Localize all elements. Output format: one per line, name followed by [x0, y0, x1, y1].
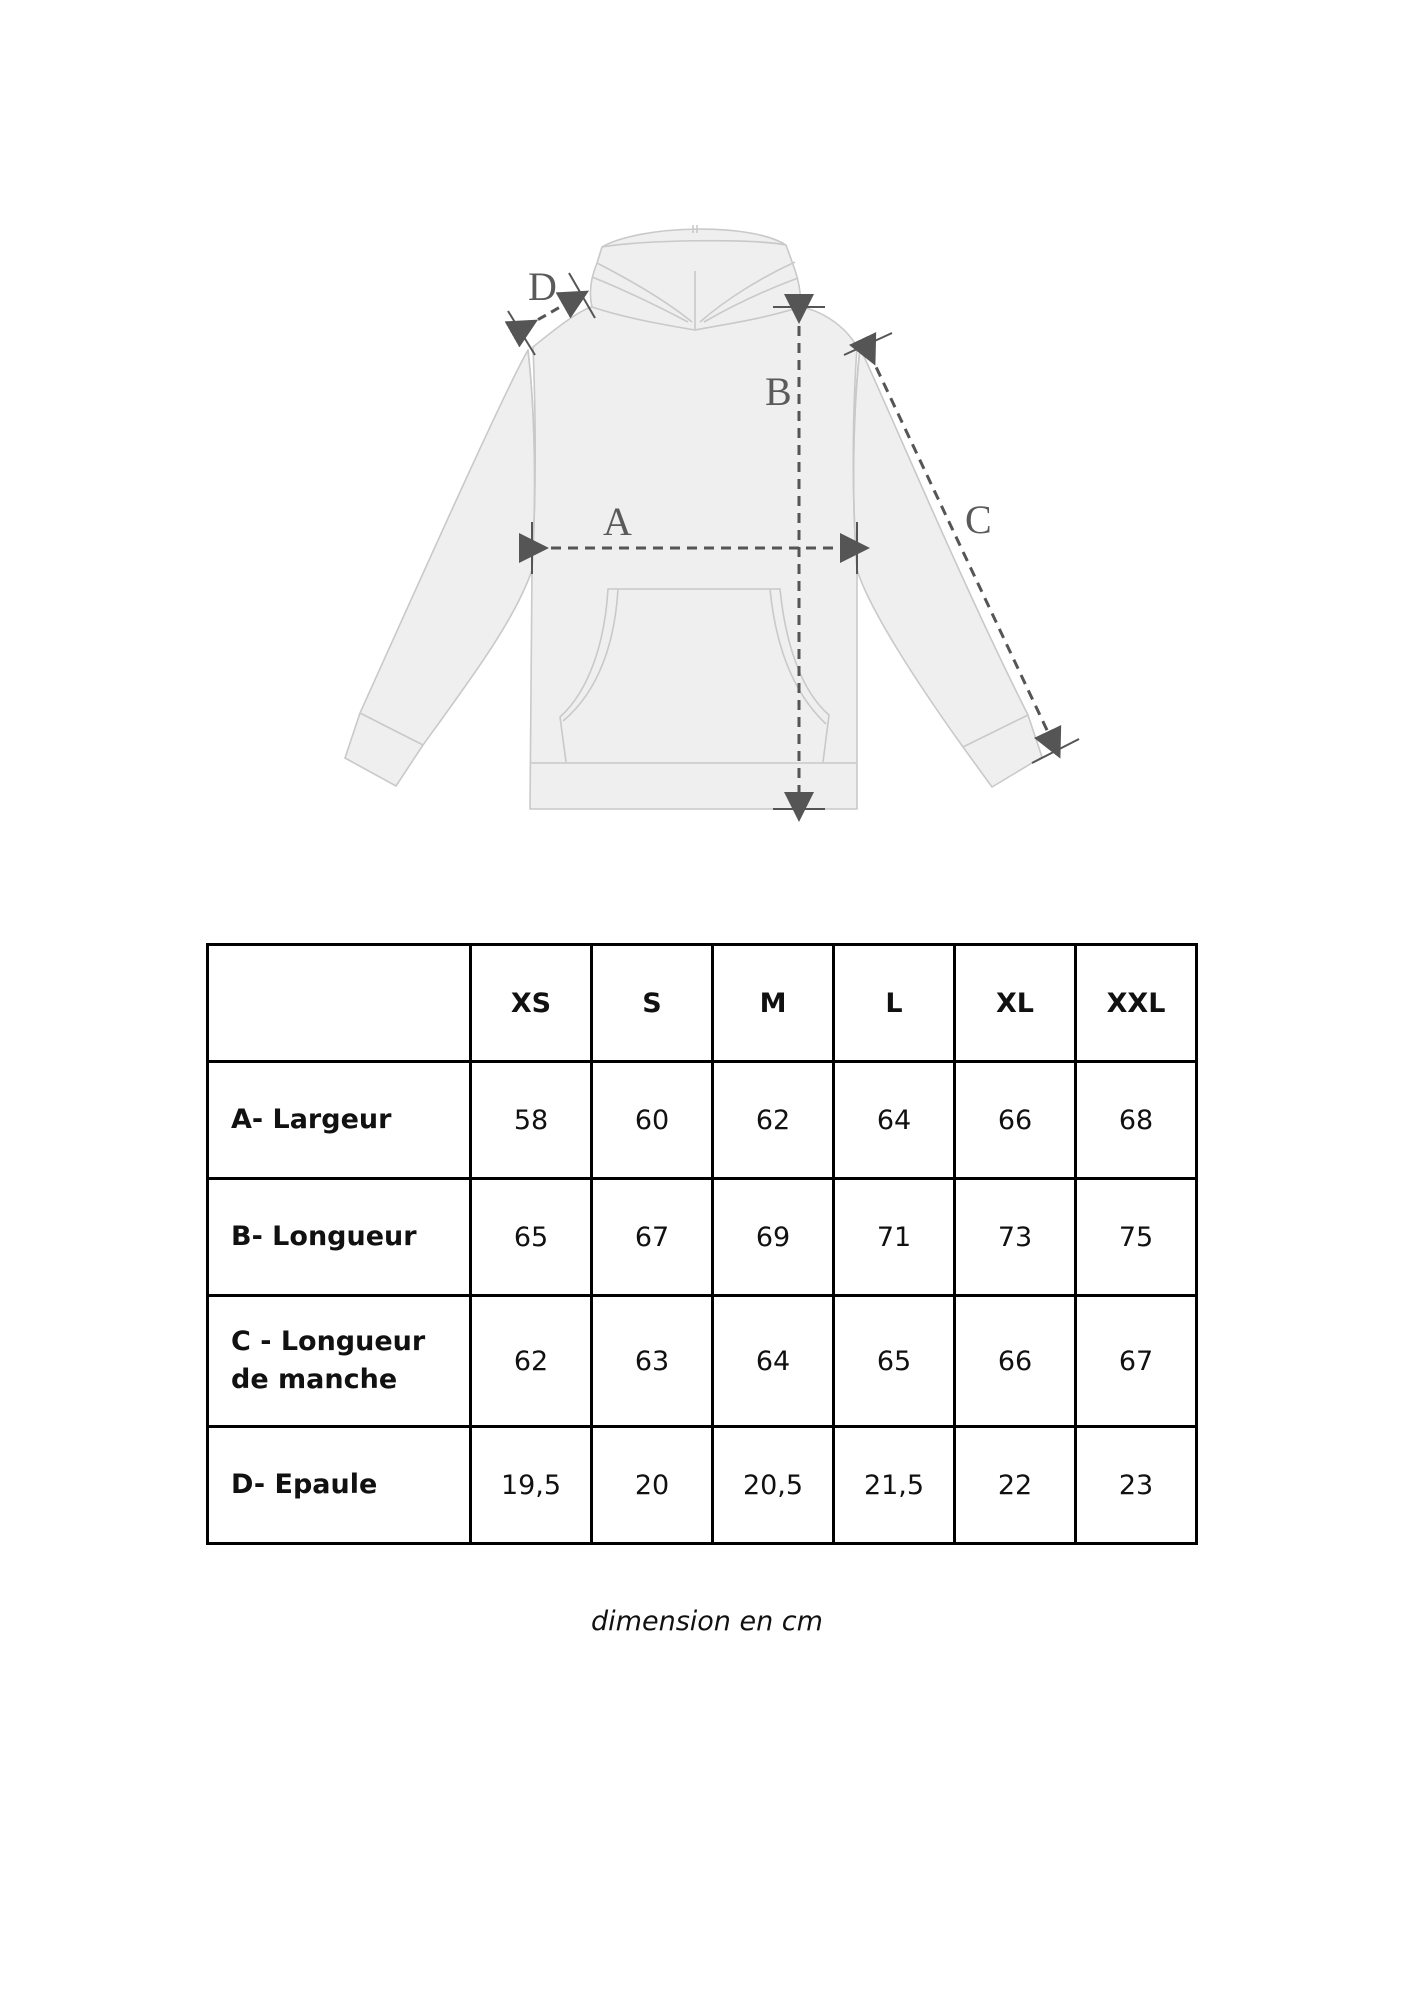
- size-header-m: M: [713, 945, 834, 1062]
- table-cell: 63: [592, 1296, 713, 1427]
- table-cell: 71: [834, 1179, 955, 1296]
- label-a: A: [603, 499, 632, 544]
- table-cell: 68: [1076, 1062, 1197, 1179]
- table-cell: 66: [955, 1062, 1076, 1179]
- table-cell: 19,5: [471, 1427, 592, 1544]
- table-cell: 69: [713, 1179, 834, 1296]
- table-row-epaule: [208, 1427, 1197, 1544]
- table-cell: 65: [834, 1296, 955, 1427]
- table-cell: 20: [592, 1427, 713, 1544]
- row-label-line2: de manche: [231, 1364, 398, 1395]
- corner-cell: [208, 945, 471, 1062]
- label-d: D: [528, 264, 557, 309]
- body: [530, 307, 857, 809]
- table-cell: 75: [1076, 1179, 1197, 1296]
- hoodie-measurement-diagram: [0, 0, 1414, 860]
- table-header-row: [208, 945, 1197, 1062]
- label-c: C: [965, 497, 992, 542]
- table-cell: 67: [1076, 1296, 1197, 1427]
- table-cell: 67: [592, 1179, 713, 1296]
- table-cell: 64: [834, 1062, 955, 1179]
- table-cell: 58: [471, 1062, 592, 1179]
- row-label: B- Longueur: [208, 1179, 471, 1296]
- size-header-xxl: XXL: [1076, 945, 1197, 1062]
- size-chart-table: [206, 943, 1198, 1545]
- hoodie-illustration: [345, 225, 1042, 809]
- row-label: A- Largeur: [208, 1062, 471, 1179]
- table-cell: 64: [713, 1296, 834, 1427]
- row-label: [208, 1296, 471, 1427]
- table-row-longueur-manche: [208, 1296, 1197, 1427]
- table-cell: 21,5: [834, 1427, 955, 1544]
- label-b: B: [765, 369, 792, 414]
- table-row-largeur: [208, 1062, 1197, 1179]
- size-header-xs: XS: [471, 945, 592, 1062]
- table-cell: 73: [955, 1179, 1076, 1296]
- row-label: D- Epaule: [208, 1427, 471, 1544]
- table-cell: 62: [713, 1062, 834, 1179]
- table-cell: 23: [1076, 1427, 1197, 1544]
- table-cell: 66: [955, 1296, 1076, 1427]
- table-cell: 65: [471, 1179, 592, 1296]
- table-cell: 20,5: [713, 1427, 834, 1544]
- size-header-l: L: [834, 945, 955, 1062]
- row-label-line1: C - Longueur: [231, 1326, 426, 1357]
- table-cell: 22: [955, 1427, 1076, 1544]
- units-caption: dimension en cm: [591, 1606, 823, 1637]
- size-header-xl: XL: [955, 945, 1076, 1062]
- table-cell: 62: [471, 1296, 592, 1427]
- size-header-s: S: [592, 945, 713, 1062]
- table-row-longueur: [208, 1179, 1197, 1296]
- table-cell: 60: [592, 1062, 713, 1179]
